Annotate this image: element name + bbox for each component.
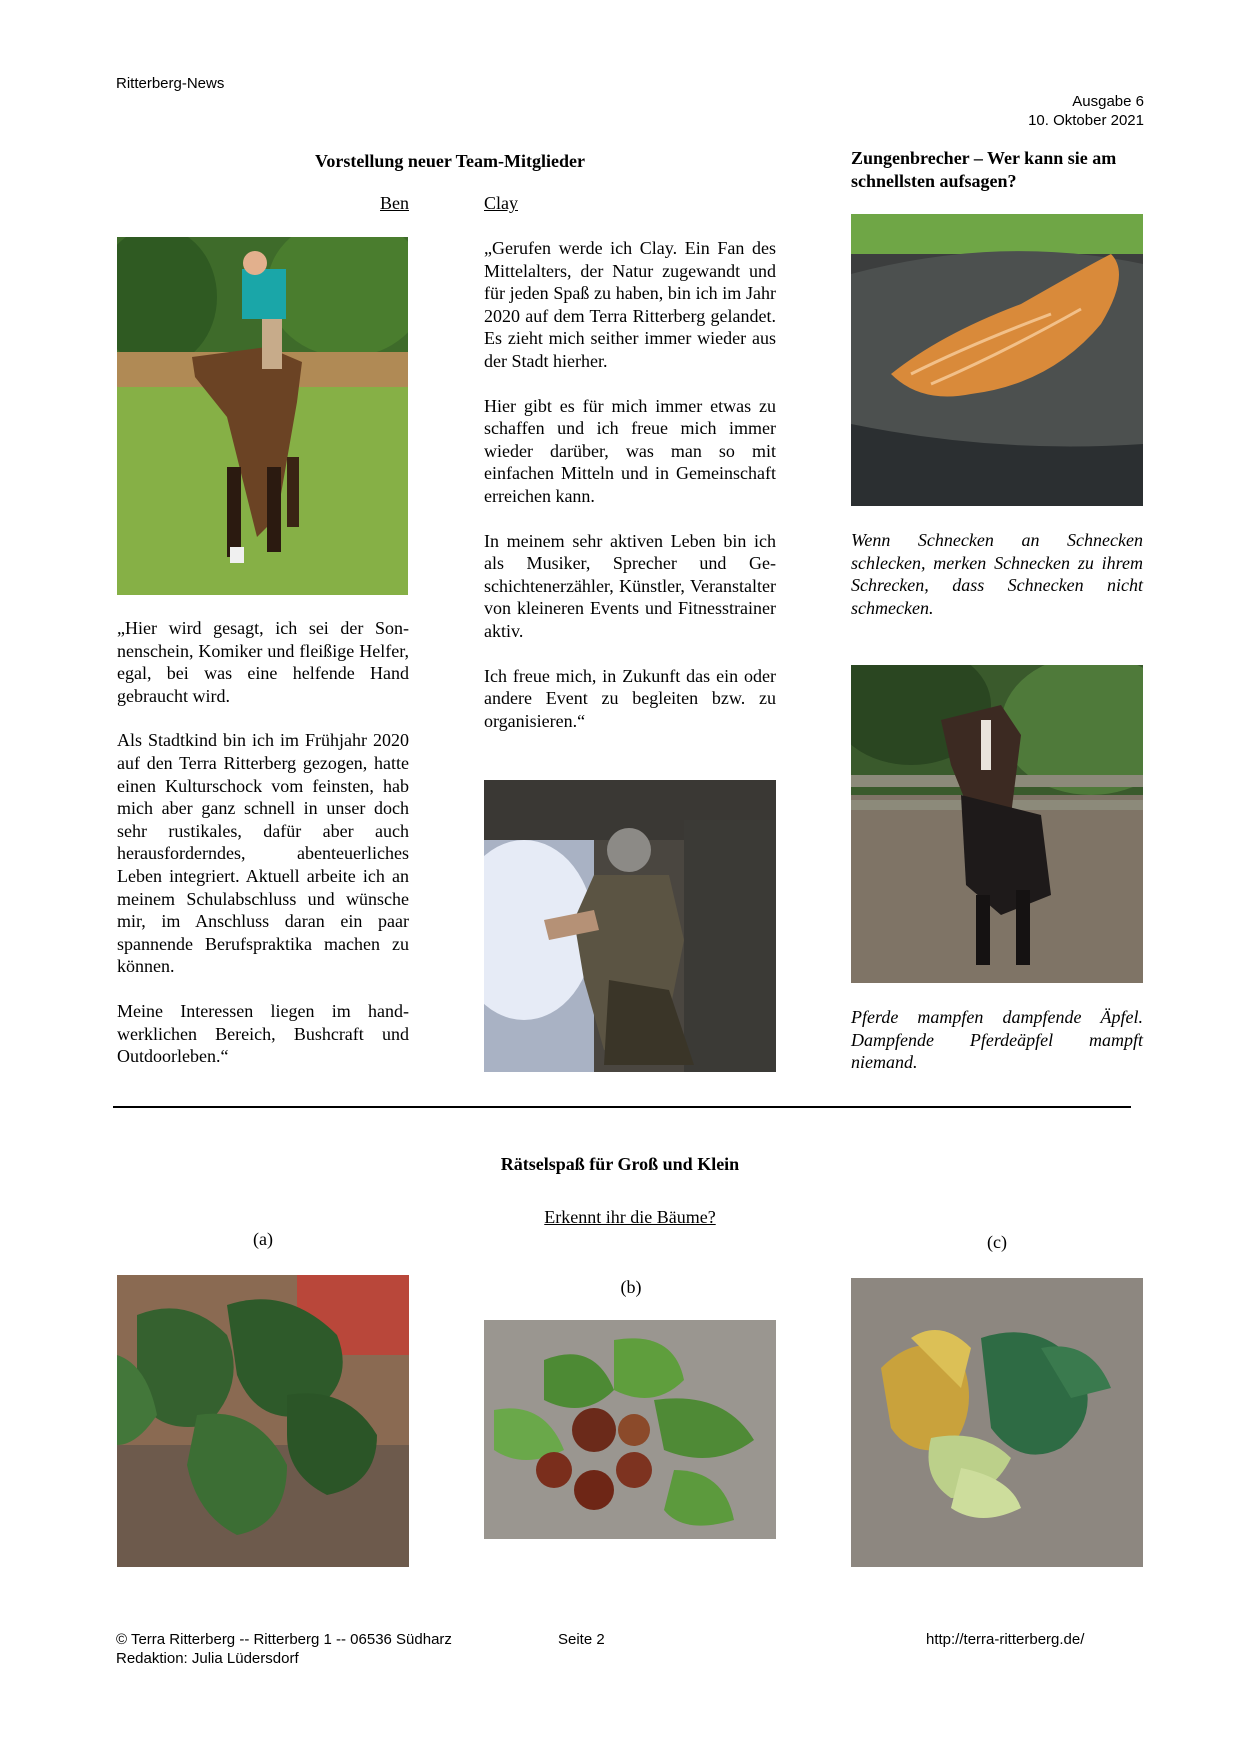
ben-paragraph: Als Stadtkind bin ich im Frühjahr 2020 auf den Terra Ritterberg gezogen, hatte einen Kulturschock vom feinsten, hab mich aber ganz schnell in unser doch sehr rustikales, dafür aber auch herausforderndes, abenteuerliches Leben integriert. Aktuell arbeite ich an meinem Schulabschluss und wünsche mir, im Anschluss daran ein paar spannende Berufspraktika machen zu können.	[117, 730, 409, 977]
puzzle-subtitle: Erkennt ihr die Bäume?	[544, 1207, 716, 1227]
maple-leaves-photo	[851, 1278, 1143, 1567]
clay-text	[484, 237, 776, 754]
clay-paragraph: In meinem sehr aktiven Leben bin ich als Musiker, Sprecher und Geschichtenerzähler, Künstler, Veranstalter von kleineren Events und Fitnesstrainer aktiv.	[484, 530, 776, 641]
ben-paragraph: „Hier wird gesagt, ich sei der Sonnenschein, Komiker und fleißige Helfer, egal, bei was eine helfende Hand gebraucht wird.	[117, 618, 409, 706]
slug-photo	[851, 214, 1143, 506]
issue-number: Ausgabe 6	[1072, 93, 1144, 110]
oak-leaves-photo	[117, 1275, 409, 1567]
footer-page-number: Seite 2	[558, 1631, 605, 1648]
section-divider	[113, 1106, 1131, 1108]
ben-name: Ben	[380, 193, 409, 213]
ben-horse-photo	[117, 237, 408, 595]
label-b: (b)	[620, 1277, 642, 1297]
footer-editor: Redaktion: Julia Lüdersdorf	[116, 1650, 299, 1667]
horse-photo	[851, 665, 1143, 983]
ben-text	[117, 617, 409, 1090]
footer-copyright: © Terra Ritterberg -- Ritterberg 1 -- 06536 Südharz	[116, 1631, 452, 1648]
issue-date: 10. Oktober 2021	[1028, 112, 1144, 129]
publication-name: Ritterberg-News	[116, 75, 225, 92]
clay-knight-photo	[484, 780, 776, 1072]
label-a: (a)	[253, 1229, 273, 1249]
footer-left	[116, 1630, 452, 1668]
puzzle-title: Rätselspaß für Groß und Klein	[500, 1154, 740, 1174]
team-section-title: Vorstellung neuer Team-Mitglieder	[315, 151, 585, 171]
tongue-twister-1: Wenn Schnecken an Schnecken schlecken, merken Schnecken zu ihrem Schrecken, dass Schnecken nicht schmecken.	[851, 530, 1143, 618]
clay-paragraph: Ich freue mich, in Zukunft das ein oder andere Event zu begleiten bzw. zu organisieren.“	[484, 665, 776, 731]
clay-paragraph: Hier gibt es für mich immer etwas zu schaffen und ich freue mich immer wieder darüber, was man so mit einfachen Mitteln und in Gemeinschaft erreichen kann.	[484, 395, 776, 506]
issue-info	[844, 92, 1144, 130]
tongue-twister-title: Zungenbrecher – Wer kann sie am schnellsten aufsagen?	[851, 148, 1117, 191]
clay-paragraph: „Gerufen werde ich Clay. Ein Fan des Mittelalters, der Natur zugewandt und für jeden Spaß zu haben, bin ich im Jahr 2020 auf dem Terra Ritterberg gelandet. Es zieht mich seither immer wieder aus der Stadt hierher.	[484, 238, 776, 371]
label-c: (c)	[987, 1232, 1007, 1252]
chestnut-leaves-photo	[484, 1320, 776, 1539]
ben-paragraph: Meine Interessen liegen im handwerklichen Bereich, Bushcraft und Outdoorleben.“	[117, 1000, 409, 1067]
footer-url-link[interactable]: http://terra-ritterberg.de/	[926, 1631, 1085, 1648]
tongue-twister-2: Pferde mampfen dampfende Äpfel. Dampfende Pferdeäpfel mampft niemand.	[851, 1007, 1143, 1073]
clay-name: Clay	[484, 193, 518, 213]
